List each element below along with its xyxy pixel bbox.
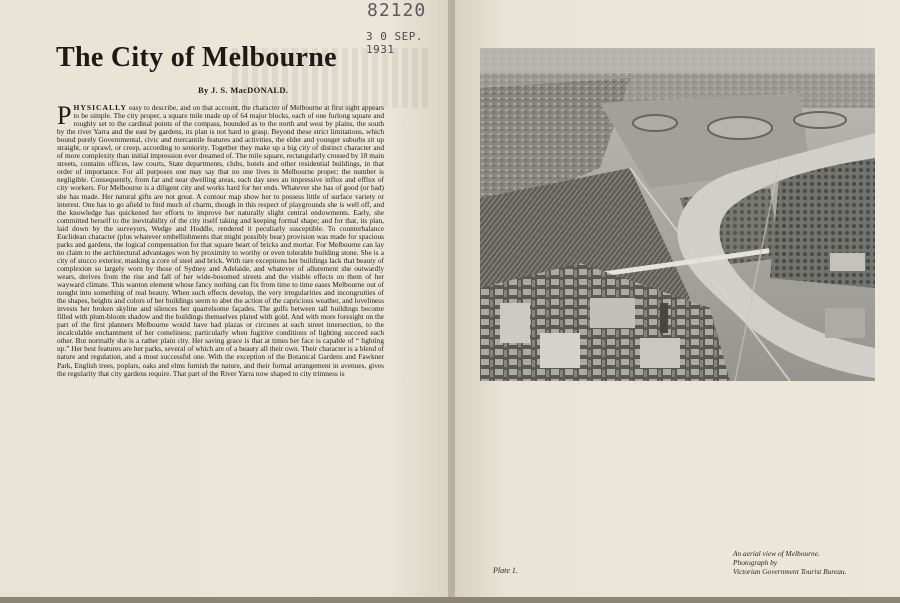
aerial-view-illustration [480,48,875,381]
photo-caption [733,549,883,576]
caption-line: Photograph by [733,558,778,567]
lead-word: HYSICALLY [73,103,127,112]
left-page [0,0,452,597]
caption-line: Victorian Government Tourist Bureau. [733,567,847,576]
aerial-photograph [480,48,875,381]
page-bottom-edge [0,597,900,603]
article-title: The City of Melbourne [56,42,337,73]
drop-cap: P [57,101,72,130]
caption-line: An aerial view of Melbourne. [733,549,820,558]
date-stamp: 3 0 SEP. 1931 [366,30,423,56]
accession-stamp: 82120 [367,0,427,21]
article-body [57,101,384,378]
plate-number: Plate 1. [493,566,518,575]
article-text: easy to describe, and on that account, the character of Melbourne at first sight appears to be simple. The city proper, a square mile made up of 64 major blocks, each of one furlong square and roughly set to the cardinal points of the compass, bounded as to the north and west by plains, the south by the river Yarra and the east by gardens, its plan is not hard to grasp. Beyond these strict limitations, which bound purely Governmental, civic and mercantile features and activities, the elder and younger suburbs sit up straight, or sprawl, or creep, according to seniority. Together they make up a big city of distinct character and of more complexity than initial impression ever dreamed of. The mile square, rectangularly crossed by 18 main streets, contains offices, law courts, State departments, clubs, hotels and other residential buildings, in that order of importance. For all purposes one may say that no one lives in Melbourne proper; the number is negligible. Consequently, from far and near dwelling areas, each day sees an impressive influx and efflux of city workers. For Melbourne is a diligent city and works hard for her ends. Whatever she has of good (or bad) she has made. Her natural gifts are not great. A contour map show her to possess little of surface variety or interest. One has to go afield to find much of charm, though in this respect of playgrounds she is well off, and the knowledge has quickened her efforts to improve her naturally slight central endowments. Early, she committed herself to the inevitability of the city itself taking and keeping formal shape; and for that, its plan, laid down by the surveyors, Wedge and Hoddle, rendered it peculiarly susceptible. To counterbalance Euclidean character (plus whatever embellishments that might possibly bear) provision was made for spacious parks and gardens, the logical compensation for that square heart of bricks and mortar. For Melbourne can lay no claim to the architectural advantages won by proximity to worthy or even tolerable building stone. She is a city of stucco exterior, masking a core of steel and brick. With rare exceptions her buildings lack that beauty of complexion so largely worn by those of Sydney and Adelaide, and whatever of allurement she outwardly wears, derives from the rise and fall of her wide-bosomed streets and the visible effects on them of her wayward climate. This wanton element whose fancy nothing can fix from time to time eases Melbourne out of nought into something of real beauty. When such effects develop, the very irregularities and incongruities of the shapes, heights and colors of her buildings seem to abet the action of the capricious weather, and loveliness invests her broken skyline and silences her quarrelsome façades. The gulfs between tall buildings become filled with plum-bloom shadow and the buildings themselves plated with gold. And with more foresight on the part of the first planners Melbourne would have had plazas or circuses at each street intersection, to the incalculable enchantment of her comeliness; particularly when fugitive conditions of lighting succeed each other. But normally she is a rather plain city. Her saving grace is that at times her face is capable of “ lighting up.” Her best features are her parks, several of which are of a beauty all their own. Their character is a blend of nature and regulation, and a most successful one. With the exception of the Botanical Gardens and Fawkner Park, English trees, poplars, oaks and elms furnish the nature, and their formal arrangement in avenues, gives the regularity that city gardens require. That part of the River Yarra now shaped to city trimness is [57,103,384,378]
article-byline: By J. S. MacDONALD. [198,85,289,95]
